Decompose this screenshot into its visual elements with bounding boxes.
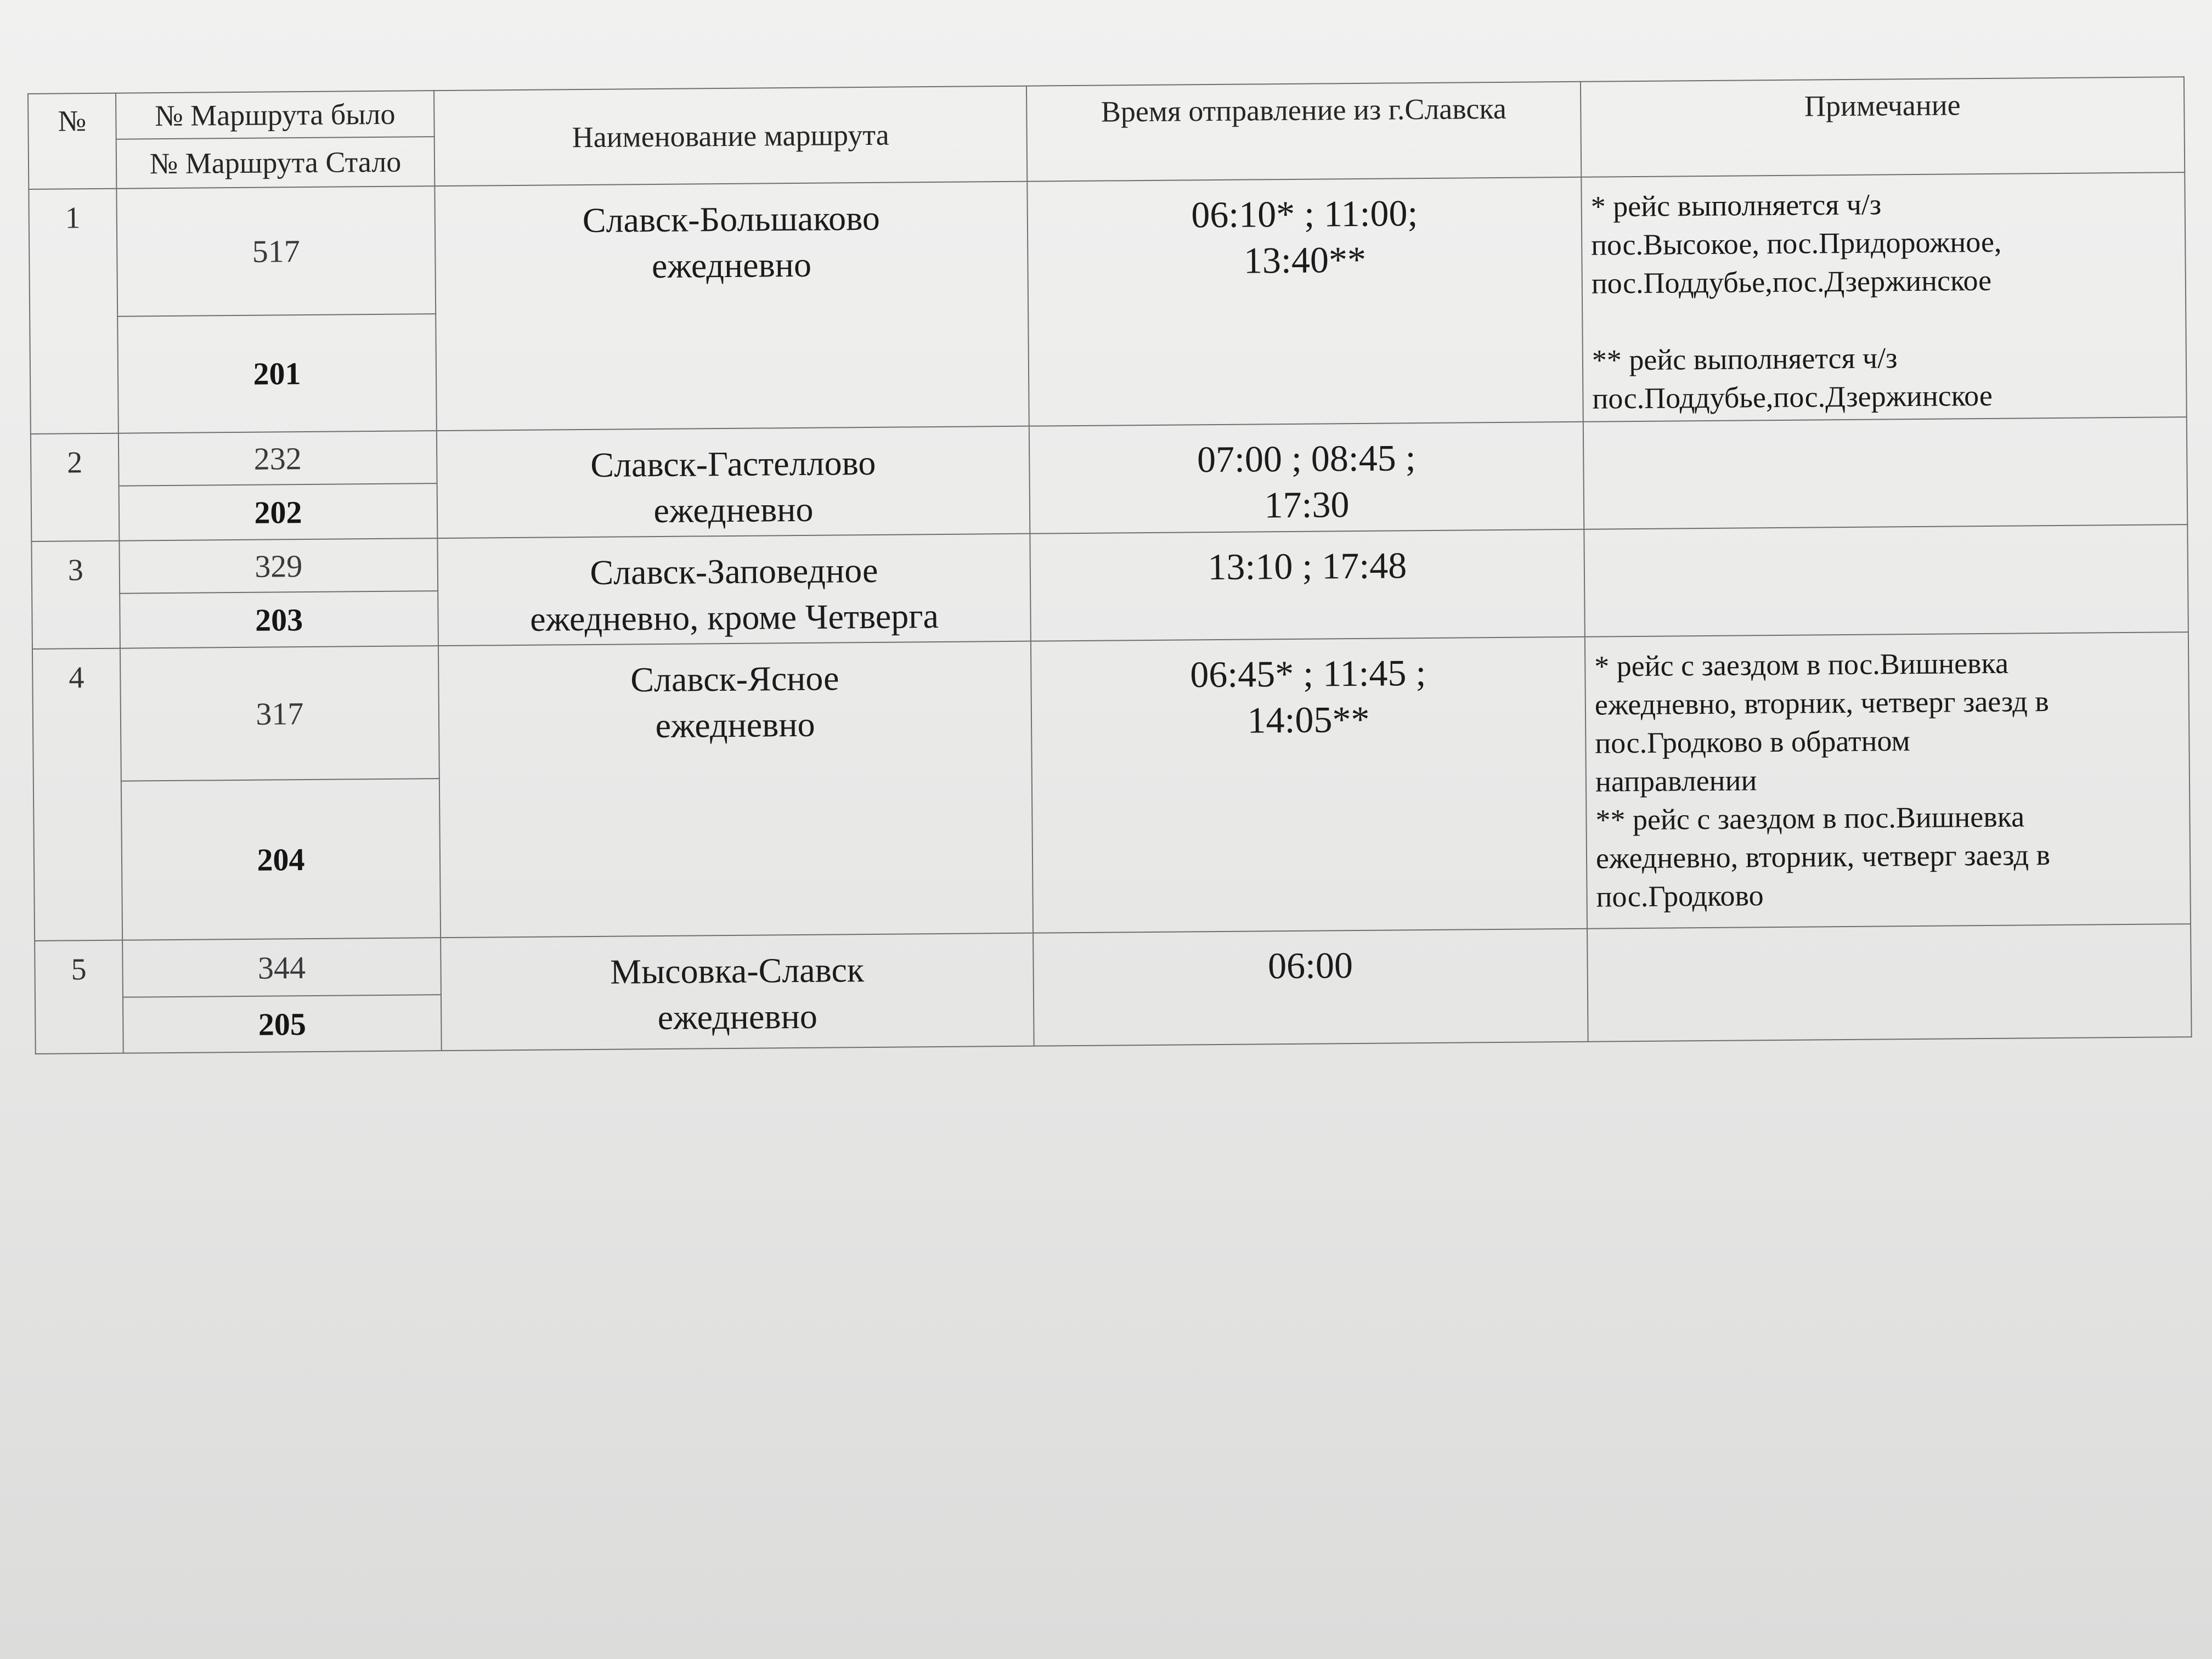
header-row-top	[28, 77, 2185, 140]
header-note: Примечание	[1581, 77, 2185, 177]
route-name-line2: ежедневно	[657, 996, 818, 1037]
route-now-cell: 204	[121, 778, 441, 940]
route-name-cell	[441, 933, 1034, 1051]
route-name-cell	[437, 534, 1031, 646]
note-line: пос.Высокое, пос.Придорожное,	[1591, 225, 2002, 262]
note-cell	[1581, 172, 2186, 422]
route-name-line2: ежедневно	[653, 489, 814, 531]
note-cell	[1583, 417, 2188, 529]
note-line: ** рейс с заездом в пос.Вишневка	[1595, 800, 2025, 837]
row-number: 5	[35, 940, 123, 1054]
route-now-cell: 203	[120, 591, 438, 648]
departure-time-line2: 17:30	[1264, 483, 1350, 526]
note-cell	[1584, 524, 2188, 637]
note-line: пос.Гродково	[1596, 879, 1764, 913]
note-line: ежедневно, вторник, четверг заезд в	[1595, 838, 2051, 875]
note-line: ежедневно, вторник, четверг заезд в	[1594, 685, 2049, 721]
route-now-cell: 205	[123, 995, 442, 1053]
route-name-line1: Славск-Ясное	[630, 658, 839, 699]
departure-time-line1: 06:10* ; 11:00;	[1190, 192, 1418, 236]
note-line: * рейс с заездом в пос.Вишневка	[1594, 646, 2009, 683]
route-name-cell	[438, 641, 1033, 938]
departure-time-cell	[1029, 422, 1584, 534]
departure-time-cell	[1033, 929, 1588, 1046]
note-cell	[1587, 924, 2192, 1042]
row-number: 1	[29, 189, 118, 434]
departure-time-cell	[1030, 529, 1585, 641]
departure-time-line2: 14:05**	[1247, 698, 1370, 741]
row-number: 3	[31, 541, 120, 649]
route-name-line1: Славск-Заповедное	[590, 550, 878, 592]
route-now-cell: 201	[117, 314, 437, 433]
route-now-cell: 202	[119, 483, 438, 541]
row-number: 4	[32, 648, 122, 941]
route-name-line1: Славск-Большаково	[582, 198, 881, 240]
note-line	[1592, 298, 2177, 341]
document-sheet	[27, 76, 2191, 1054]
route-schedule-table	[27, 76, 2192, 1054]
departure-time-cell	[1027, 177, 1583, 426]
route-name-line2: ежедневно	[655, 704, 815, 746]
note-line: пос.Поддубье,пос.Дзержинское	[1592, 379, 1993, 415]
header-departure: Время отправление из г.Славска	[1026, 82, 1581, 182]
route-name-line2: ежедневно, кроме Четверга	[529, 596, 939, 639]
table-row	[29, 172, 2186, 317]
route-name-line1: Мысовка-Славск	[610, 950, 865, 991]
note-line: пос.Поддубье,пос.Дзержинское	[1591, 263, 1992, 300]
departure-time-line1: 07:00 ; 08:45 ;	[1197, 437, 1416, 481]
route-name-line1: Славск-Гастеллово	[590, 443, 876, 484]
note-line: ** рейс выполняется ч/з	[1592, 341, 1898, 377]
note-line: пос.Гродково в обратном	[1595, 724, 1910, 760]
table-body	[29, 172, 2191, 1054]
header-num: №	[28, 93, 116, 189]
header-route-name: Наименование маршрута	[434, 86, 1027, 186]
route-was-cell: 232	[119, 431, 437, 486]
departure-time-line1: 06:45* ; 11:45 ;	[1190, 652, 1426, 696]
route-was-cell: 517	[116, 186, 436, 317]
departure-time-line2: 13:40**	[1243, 238, 1367, 281]
departure-time-cell	[1031, 637, 1587, 933]
note-cell	[1585, 632, 2191, 929]
header-route-was: № Маршрута было	[116, 91, 435, 139]
route-name-cell	[435, 182, 1029, 431]
route-name-cell	[437, 426, 1030, 538]
note-line: направлении	[1595, 764, 1757, 798]
note-line: * рейс выполняется ч/з	[1590, 188, 1882, 223]
table-row	[32, 632, 2190, 782]
departure-time-line1: 13:10 ; 17:48	[1207, 544, 1407, 588]
row-number: 2	[31, 433, 120, 541]
route-name-line2: ежедневно	[651, 245, 812, 286]
header-route-now: № Маршрута Стало	[116, 137, 435, 189]
route-was-cell: 329	[119, 538, 438, 594]
route-was-cell: 344	[122, 938, 441, 997]
route-was-cell: 317	[120, 646, 439, 781]
departure-time-line1: 06:00	[1267, 944, 1353, 987]
